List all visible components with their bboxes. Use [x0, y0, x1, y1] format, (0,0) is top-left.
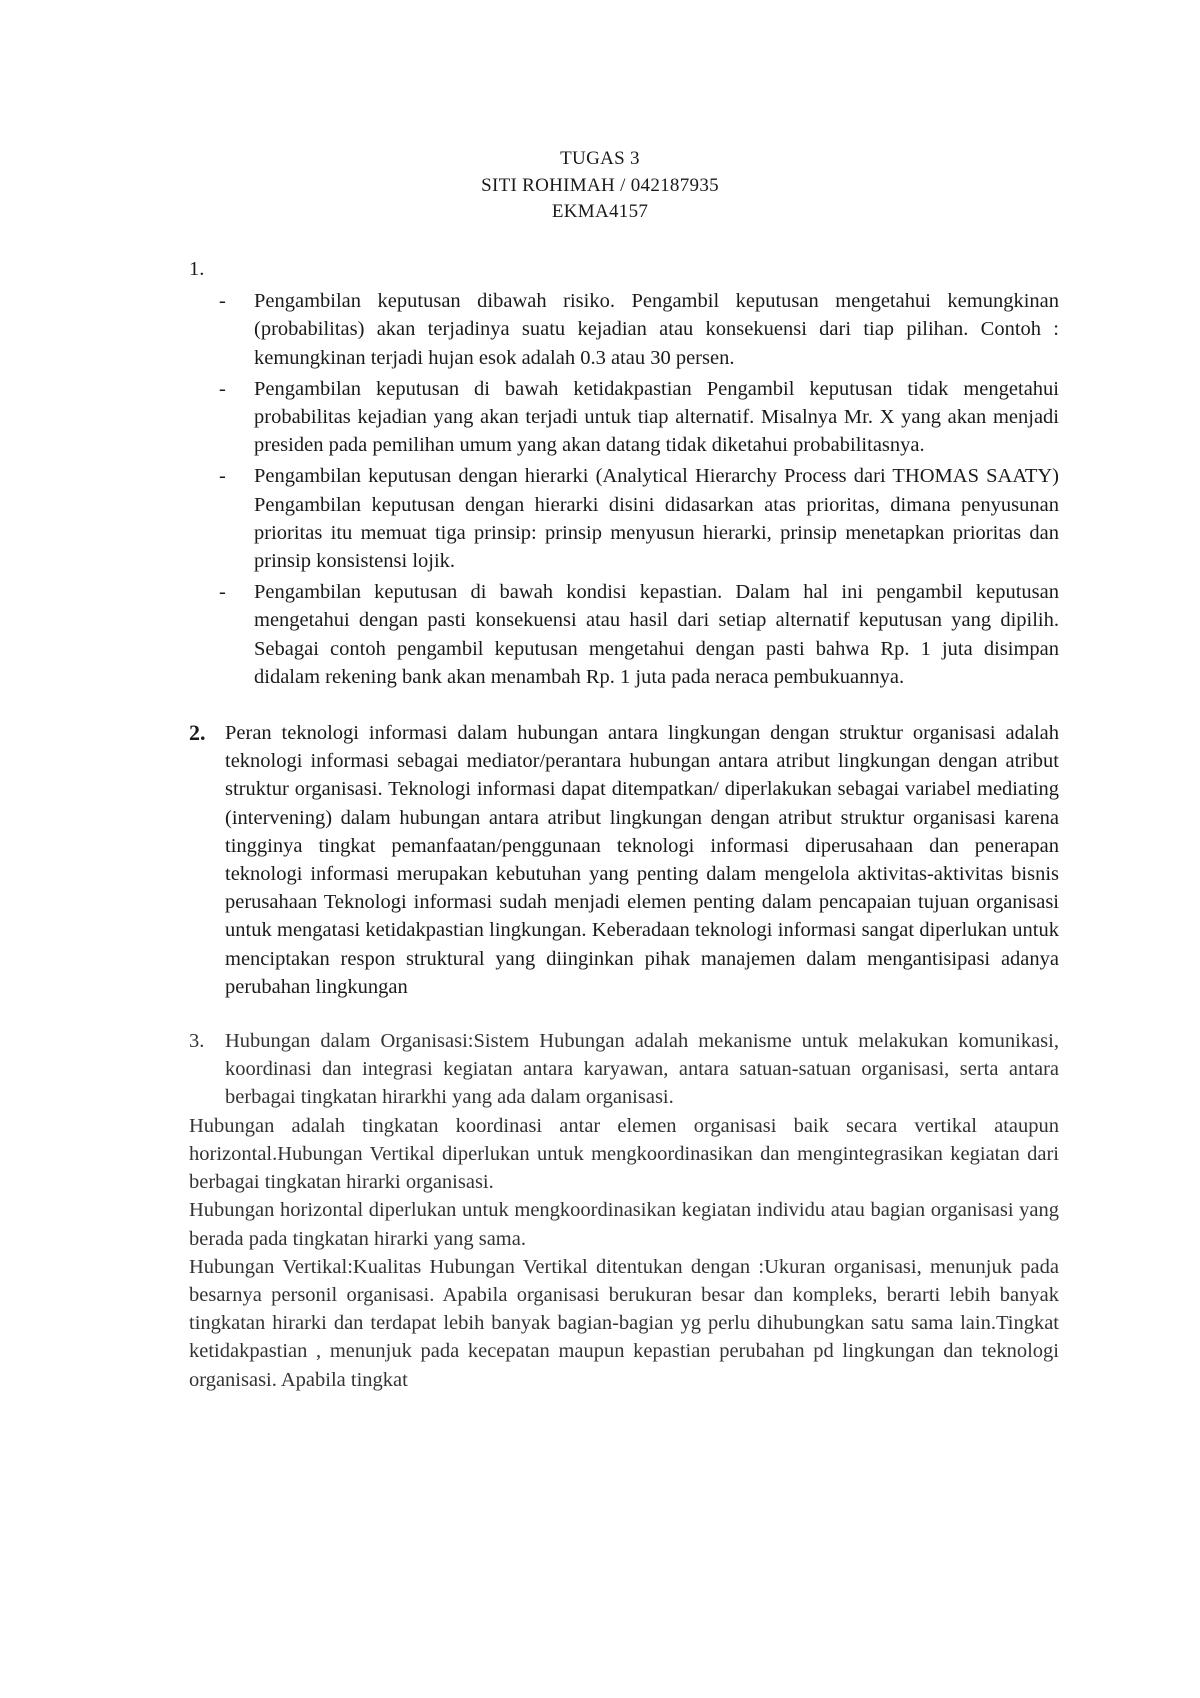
question-1-list: [189, 287, 1059, 691]
document-body: [189, 255, 1059, 1394]
document-header: [0, 146, 1200, 226]
question-3: [189, 1027, 1059, 1394]
question-3-intro: [189, 1027, 1059, 1112]
dash-bullet: -: [219, 290, 226, 313]
dash-bullet: -: [219, 377, 226, 400]
course-code: EKMA4157: [551, 201, 649, 222]
assignment-title: TUGAS 3: [560, 148, 640, 169]
question-2-number: 2.: [189, 720, 206, 746]
dash-bullet: -: [219, 465, 226, 488]
student-name-id: SITI ROHIMAH / 042187935: [481, 174, 719, 196]
dash-bullet: -: [219, 581, 226, 604]
list-item: [219, 375, 1059, 460]
question-3-number: 3.: [189, 1030, 205, 1053]
question-3-paragraph: Hubungan horizontal diperlukan untuk mengkoordinasikan kegiatan individu atau bagian organisasi yang berada pada tingkatan hirarki yang sama.: [189, 1199, 1059, 1250]
question-2: [189, 719, 1059, 1001]
question-3-paragraph: Hubungan adalah tingkatan koordinasi antar elemen organisasi baik secara vertikal ataupun horizontal.Hubungan Vertikal diperlukan untuk mengkoordinasikan dan mengintegrasikan kegiatan dari berbagai tingkatan hirarki organisasi.: [189, 1114, 1059, 1194]
question-1-number: 1.: [189, 258, 205, 280]
list-item-text: Pengambilan keputusan di bawah ketidakpastian Pengambil keputusan tidak mengetahui probabilitas kejadian yang akan terjadi untuk tiap alternatif. Misalnya Mr. X yang akan menjadi presiden pada pemilihan umum yang akan datang tidak diketahui probabilitasnya.: [254, 377, 1059, 457]
list-item-text: Pengambilan keputusan dibawah risiko. Pengambil keputusan mengetahui kemungkinan (probabilitas) akan terjadinya suatu kejadian atau konsekuensi dari tiap pilihan. Contoh : kemungkinan terjadi hujan esok adalah 0.3 atau 30 persen.: [254, 290, 1059, 369]
question-3-answer: Hubungan dalam Organisasi:Sistem Hubungan adalah mekanisme untuk melakukan komunikasi, koordinasi dan integrasi kegiatan antara karyawan, antara satuan-satuan organisasi, serta antara berbagai tingkatan hirarkhi yang ada dalam organisasi.: [225, 1030, 1059, 1109]
list-item-text: Pengambilan keputusan dengan hierarki (Analytical Hierarchy Process dari THOMAS SAATY) Pengambilan keputusan dengan hierarki disini didasarkan atas prioritas, dimana penyusunan prioritas itu memuat tiga prinsip: prinsip menyusun hierarki, prinsip menetapkan prioritas dan prinsip konsistensi lojik.: [254, 465, 1059, 573]
list-item: [219, 287, 1059, 372]
list-item: [219, 578, 1059, 691]
question-2-answer: Peran teknologi informasi dalam hubungan antara lingkungan dengan struktur organisasi adalah teknologi informasi sebagai mediator/perantara hubungan antara atribut lingkungan dengan atribut struktur organisasi. Teknologi informasi dapat ditempatkan/ diperlakukan sebagai variabel mediating (intervening) dalam hubungan antara atribut lingkungan dengan atribut struktur organisasi karena tingginya tingkat pemanfaatan/penggunaan teknologi informasi diperusahaan dan penerapan teknologi informasi merupakan kebutuhan yang penting dalam mengelola aktivitas-aktivitas bisnis perusahaan Teknologi informasi sudah menjadi elemen penting dalam pencapaian tujuan organisasi untuk mengatasi ketidakpastian lingkungan. Keberadaan teknologi informasi sangat diperlukan untuk menciptakan respon struktural yang diinginkan pihak manajemen dalam mengantisipasi adanya perubahan lingkungan: [225, 722, 1059, 998]
question-1: [189, 255, 1059, 691]
question-3-paragraph: Hubungan Vertikal:Kualitas Hubungan Vertikal ditentukan dengan :Ukuran organisasi, menunjuk pada besarnya personil organisasi. Apabila organisasi berukuran besar dan kompleks, berarti lebih banyak tingkatan hirarki dan terdapat lebih banyak bagian-bagian yg perlu dihubungkan satu sama lain.Tingkat ketidakpastian , menunjuk pada kecepatan maupun kepastian perubahan pd lingkungan dan teknologi organisasi. Apabila tingkat: [189, 1255, 1059, 1391]
list-item: [219, 462, 1059, 575]
list-item-text: Pengambilan keputusan di bawah kondisi kepastian. Dalam hal ini pengambil keputusan mengetahui dengan pasti konsekuensi atau hasil dari setiap alternatif keputusan yang dipilih. Sebagai contoh pengambil keputusan mengetahui dengan pasti bahwa Rp. 1 juta disimpan didalam rekening bank akan menambah Rp. 1 juta pada neraca pembukuannya.: [254, 581, 1059, 688]
